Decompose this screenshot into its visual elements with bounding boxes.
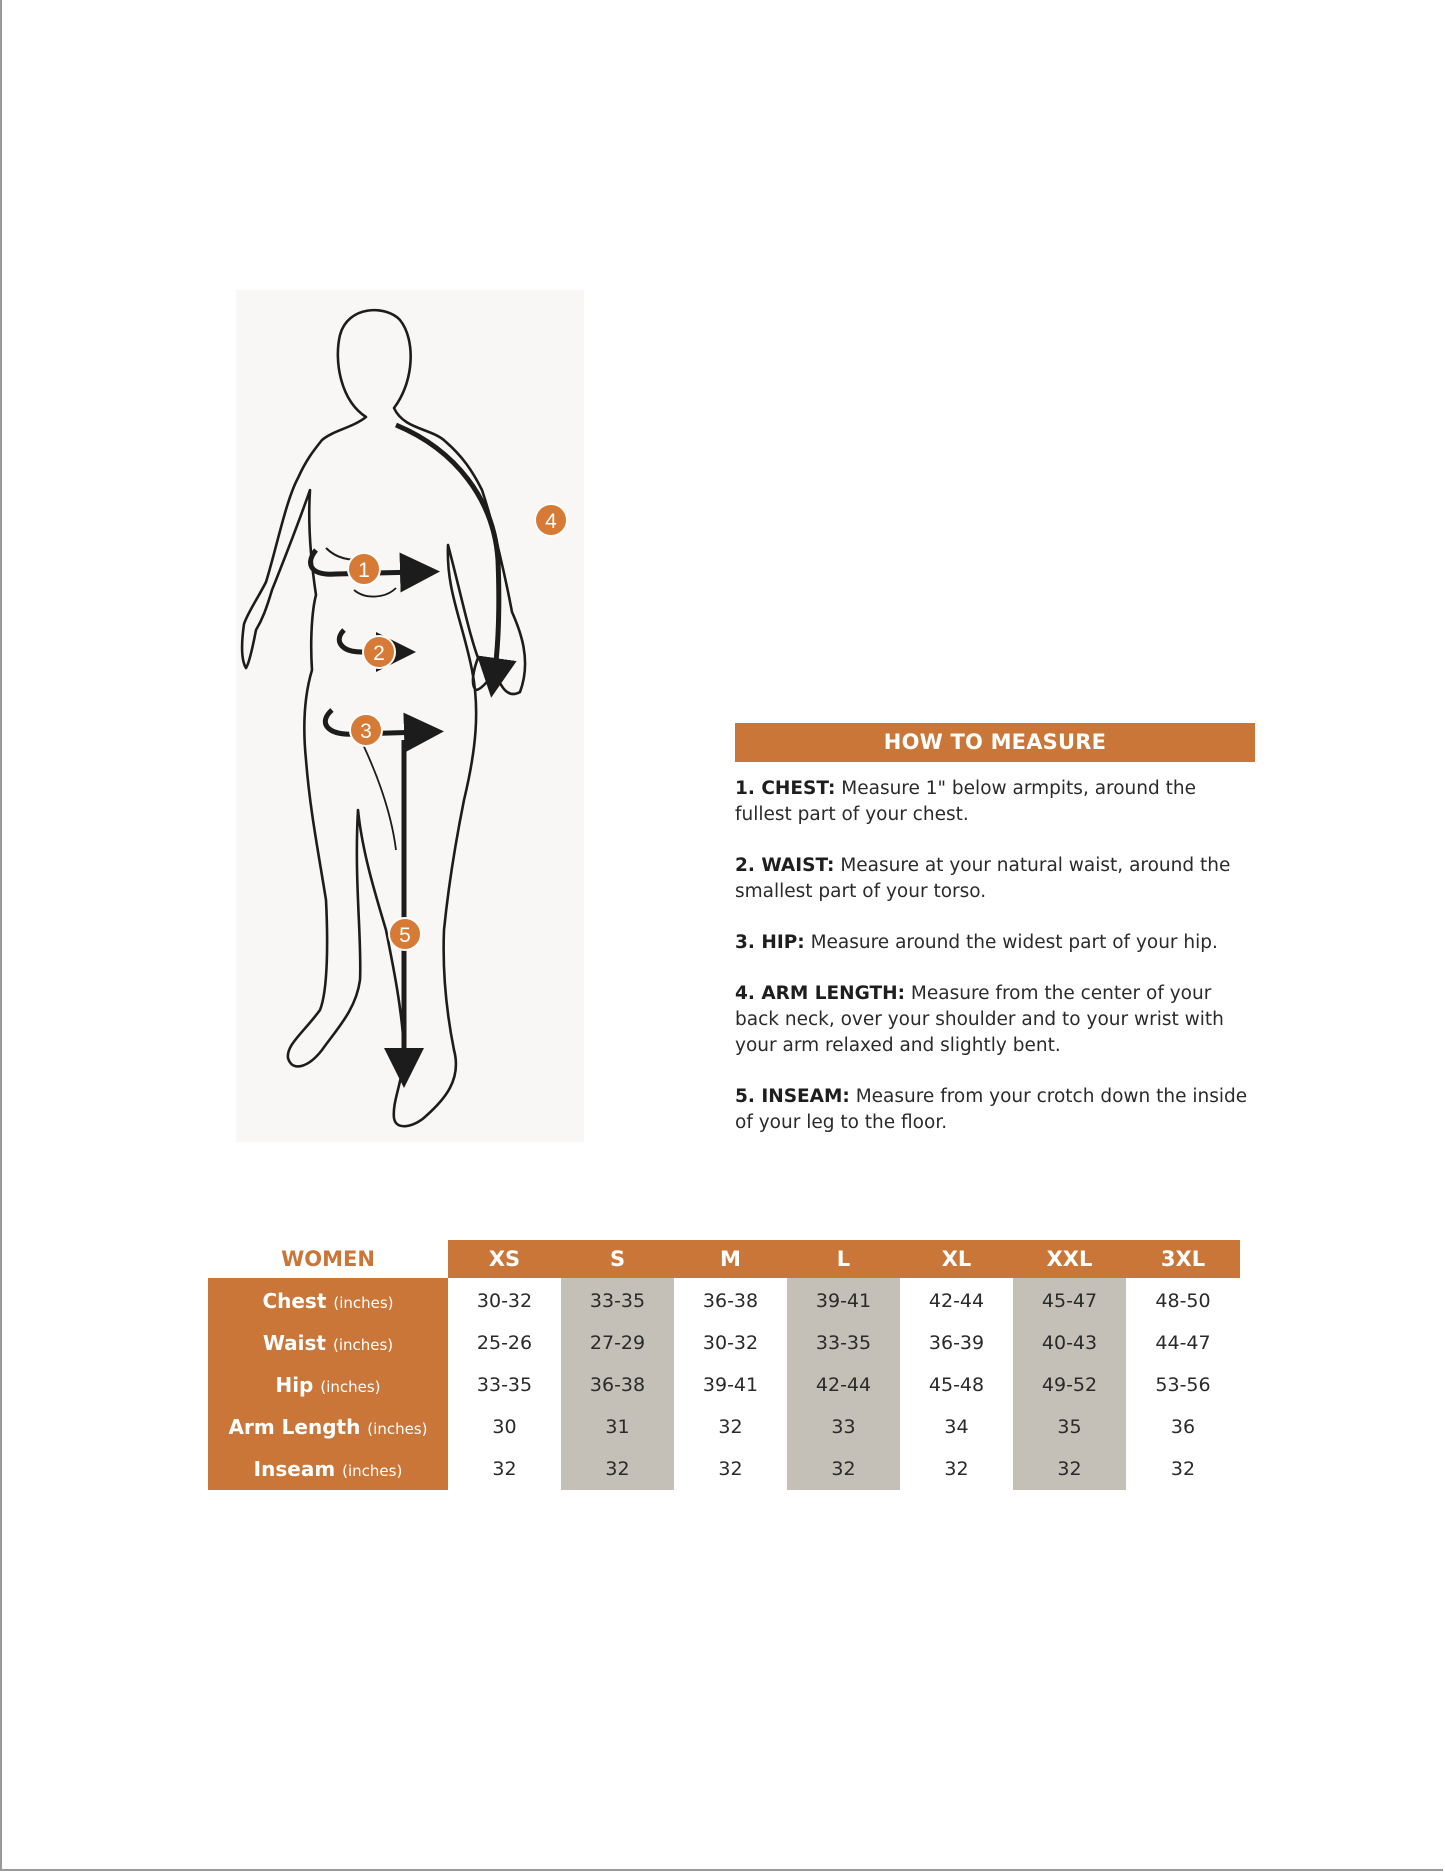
row-label-unit: (inches)	[320, 1378, 381, 1396]
table-cell: 27-29	[561, 1322, 674, 1364]
row-label-unit: (inches)	[342, 1462, 403, 1480]
table-cell: 40-43	[1013, 1322, 1126, 1364]
table-cell: 53-56	[1155, 1374, 1211, 1396]
measurement-figure	[236, 290, 584, 1142]
table-cell: 25-26	[476, 1332, 533, 1354]
table-cell: 30-32	[702, 1332, 759, 1354]
size-header: XXL	[1013, 1240, 1126, 1278]
group-label: WOMEN	[208, 1240, 448, 1278]
table-cell: 33-35	[476, 1374, 533, 1396]
svg-text:4: 4	[545, 510, 557, 533]
marker-5	[389, 918, 421, 950]
table-cell: 34	[944, 1416, 969, 1438]
measure-steps	[735, 776, 1255, 1136]
table-row	[208, 1406, 1240, 1448]
row-label-unit: (inches)	[367, 1420, 428, 1438]
table-cell: 45-48	[928, 1374, 985, 1396]
step-label: 1. CHEST:	[735, 778, 836, 799]
table-cell: 36-39	[928, 1332, 985, 1354]
row-label-name: Chest	[262, 1289, 327, 1313]
svg-text:2: 2	[373, 642, 385, 665]
table-cell: 36-38	[561, 1364, 674, 1406]
size-header-row	[208, 1240, 1240, 1278]
row-label-name: Inseam	[253, 1457, 336, 1481]
row-label	[208, 1322, 448, 1364]
table-cell: 32	[1170, 1458, 1196, 1480]
marker-3	[350, 714, 382, 746]
table-cell: 32	[718, 1416, 743, 1438]
table-row	[208, 1278, 1240, 1322]
table-cell: 36	[1170, 1416, 1196, 1438]
table-cell: 32	[787, 1448, 900, 1490]
step-hip	[735, 930, 1255, 956]
svg-text:5: 5	[399, 924, 411, 947]
table-cell: 39-41	[787, 1278, 900, 1322]
marker-4	[535, 504, 567, 536]
body-illustration	[236, 290, 584, 1142]
table-cell: 45-47	[1013, 1278, 1126, 1322]
table-cell: 30-32	[476, 1290, 533, 1312]
table-cell: 49-52	[1013, 1364, 1126, 1406]
row-label-unit: (inches)	[332, 1336, 394, 1354]
svg-text:3: 3	[360, 720, 372, 743]
step-text: Measure from your crotch down the inside of your leg to the floor.	[735, 1086, 1248, 1133]
table-cell: 32	[561, 1448, 674, 1490]
table-cell: 44-47	[1155, 1332, 1211, 1354]
size-header: XS	[448, 1240, 561, 1278]
table-cell: 35	[1013, 1406, 1126, 1448]
how-to-measure-section	[735, 723, 1255, 1161]
step-waist	[735, 853, 1255, 905]
table-cell: 33-35	[561, 1278, 674, 1322]
row-label-name: Waist	[262, 1331, 326, 1355]
step-arm-length	[735, 981, 1255, 1059]
table-row	[208, 1322, 1240, 1364]
step-chest	[735, 776, 1255, 828]
size-chart-table	[208, 1240, 1240, 1490]
step-text: Measure from the center of your back neck, over your shoulder and to your wrist with your arm relaxed and slightly bent.	[735, 983, 1224, 1056]
table-row	[208, 1364, 1240, 1406]
step-label: 4. ARM LENGTH:	[735, 983, 906, 1004]
table-cell: 31	[561, 1406, 674, 1448]
step-text: Measure around the widest part of your hip.	[810, 932, 1218, 953]
row-label	[208, 1278, 448, 1322]
row-label-name: Arm Length	[228, 1415, 361, 1439]
row-label-unit: (inches)	[333, 1294, 394, 1312]
step-label: 3. HIP:	[735, 932, 805, 953]
step-text: Measure 1" below armpits, around the fullest part of your chest.	[735, 778, 1196, 825]
table-cell: 32	[718, 1458, 743, 1480]
svg-text:1: 1	[358, 559, 370, 582]
table-row	[208, 1448, 1240, 1490]
step-text: Measure at your natural waist, around the smallest part of your torso.	[735, 855, 1231, 902]
table-cell: 30	[492, 1416, 517, 1438]
step-label: 2. WAIST:	[735, 855, 835, 876]
row-label	[208, 1406, 448, 1448]
table-cell: 32	[492, 1458, 517, 1480]
size-chart-body	[208, 1278, 1240, 1490]
row-label-name: Hip	[275, 1373, 314, 1397]
row-label	[208, 1364, 448, 1406]
table-cell: 32	[944, 1458, 969, 1480]
size-header: XL	[900, 1240, 1013, 1278]
row-label	[208, 1448, 448, 1490]
step-label: 5. INSEAM:	[735, 1086, 850, 1107]
size-header: 3XL	[1126, 1240, 1240, 1278]
size-header: S	[561, 1240, 674, 1278]
how-to-measure-title: HOW TO MEASURE	[735, 723, 1255, 762]
step-inseam	[735, 1084, 1255, 1136]
table-cell: 48-50	[1155, 1290, 1211, 1312]
table-cell: 42-44	[787, 1364, 900, 1406]
table-cell: 42-44	[928, 1290, 985, 1312]
table-cell: 39-41	[702, 1374, 759, 1396]
size-header: L	[787, 1240, 900, 1278]
body-silhouette	[242, 310, 525, 1126]
table-cell: 33-35	[787, 1322, 900, 1364]
table-cell: 32	[1013, 1448, 1126, 1490]
table-cell: 33	[787, 1406, 900, 1448]
marker-2	[363, 636, 395, 668]
size-header: M	[674, 1240, 787, 1278]
table-cell: 36-38	[702, 1290, 759, 1312]
marker-1	[348, 553, 380, 585]
